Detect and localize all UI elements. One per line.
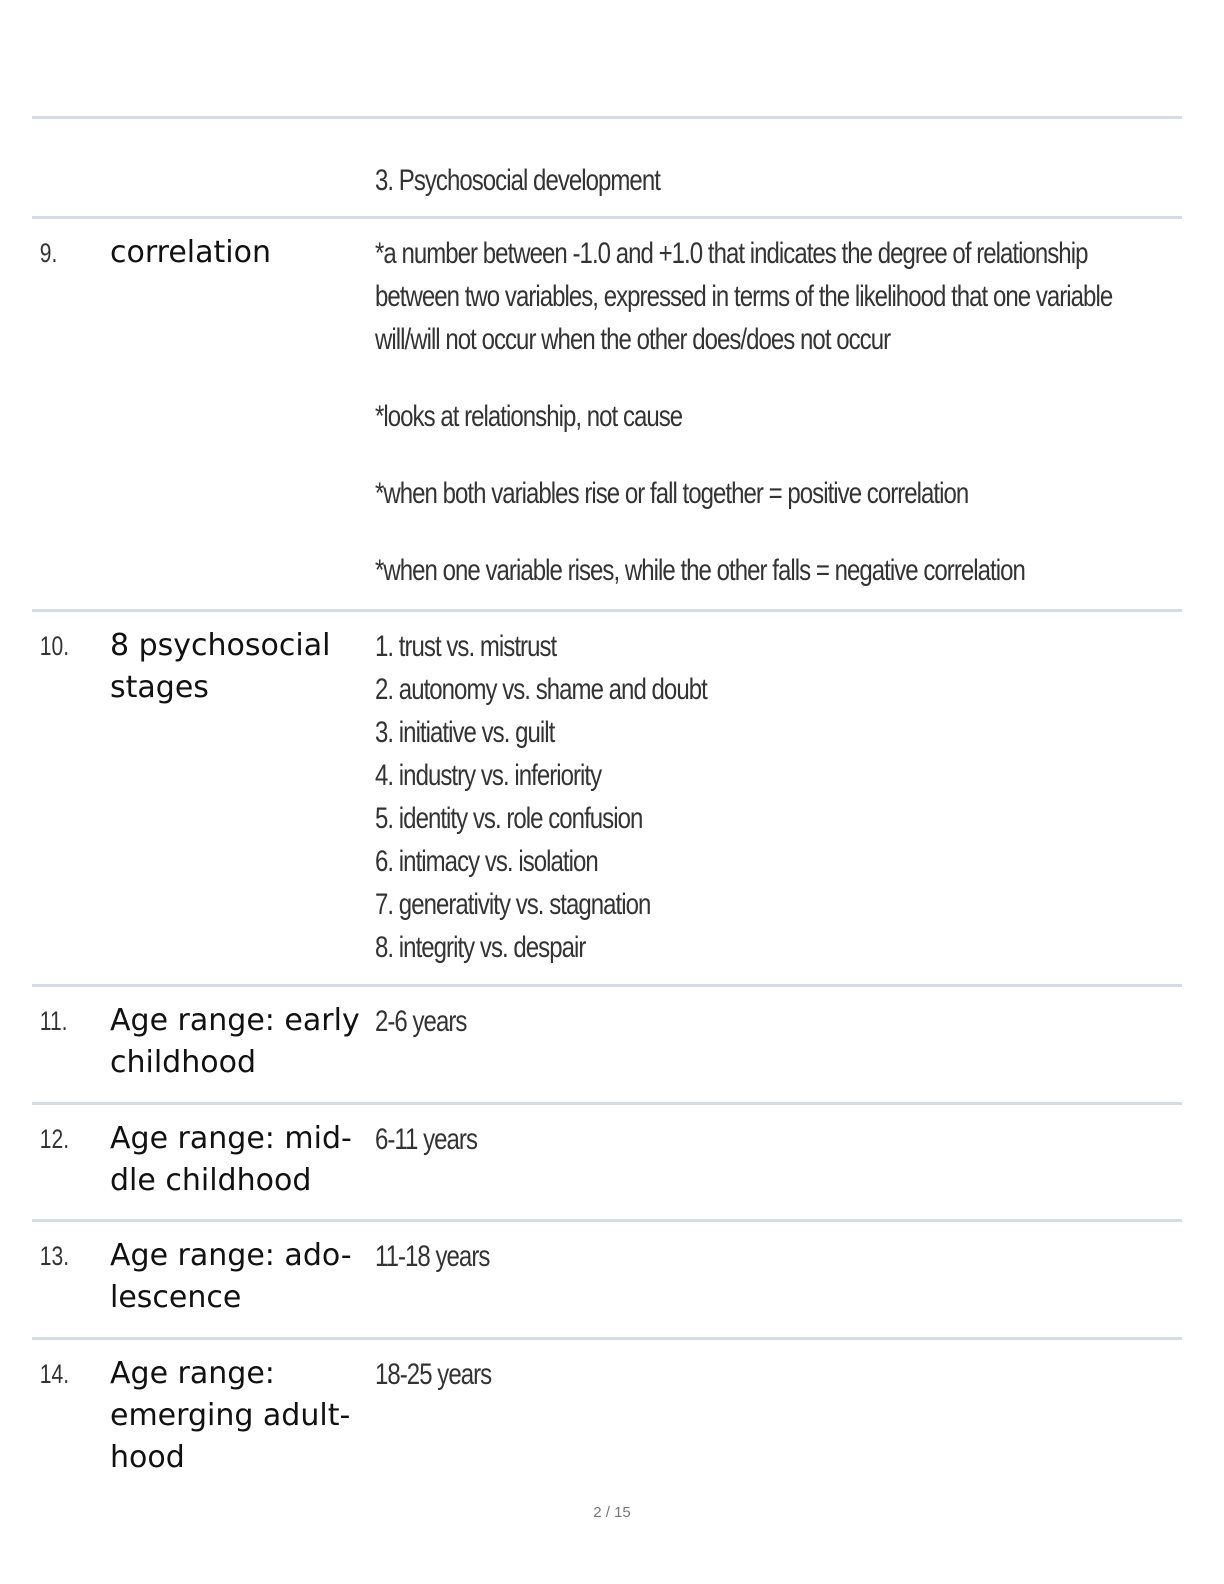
table-row bbox=[32, 119, 1182, 219]
table-row bbox=[32, 219, 1182, 612]
term-line: lescence bbox=[110, 1280, 242, 1315]
definition-line: *looks at relationship, not cause bbox=[375, 400, 683, 433]
table-row bbox=[32, 1222, 1182, 1340]
row-definition bbox=[375, 1000, 1182, 1102]
row-term bbox=[110, 1353, 375, 1490]
definition-line: *when one variable rises, while the other falls = negative correlation bbox=[375, 554, 1025, 587]
definition-line: *when both variables rise or fall together = positive correlation bbox=[375, 477, 969, 510]
definition-line: 1. trust vs. mistrust bbox=[375, 630, 557, 663]
definition-line: 11-18 years bbox=[375, 1240, 490, 1273]
definition-line: 2-6 years bbox=[375, 1005, 467, 1038]
row-number: 13. bbox=[39, 1241, 70, 1271]
row-number bbox=[32, 159, 93, 216]
row-definition bbox=[375, 159, 1182, 216]
row-definition bbox=[375, 1235, 1182, 1337]
row-number: 11. bbox=[39, 1006, 68, 1036]
page-number: 2 / 15 bbox=[593, 1504, 631, 1521]
table-row bbox=[32, 612, 1182, 987]
row-term bbox=[110, 1118, 375, 1219]
definition-line: 3. initiative vs. guilt bbox=[375, 716, 555, 749]
definition-line: *a number between -1.0 and +1.0 that indicates the degree of relationship bbox=[375, 237, 1088, 270]
row-number: 12. bbox=[39, 1124, 70, 1154]
row-term bbox=[110, 1235, 375, 1337]
flashcard-table bbox=[32, 116, 1182, 1490]
term-line: childhood bbox=[110, 1045, 256, 1080]
definition-line: 2. autonomy vs. shame and doubt bbox=[375, 673, 707, 706]
term-line: Age range: early bbox=[110, 1003, 360, 1038]
term-line: Age range: bbox=[110, 1356, 275, 1391]
definition-line: 6-11 years bbox=[375, 1123, 478, 1156]
row-definition bbox=[375, 625, 1182, 984]
definition-line: will/will not occur when the other does/does not occur bbox=[375, 323, 891, 356]
table-row bbox=[32, 987, 1182, 1105]
row-definition bbox=[375, 1118, 1182, 1219]
definition-line: 7. generativity vs. stagnation bbox=[375, 888, 651, 921]
definition-line: 6. intimacy vs. isolation bbox=[375, 845, 598, 878]
definition-line: 18-25 years bbox=[375, 1358, 492, 1391]
term-line: dle childhood bbox=[110, 1163, 312, 1198]
definition-line: 5. identity vs. role confusion bbox=[375, 802, 643, 835]
row-term: 8 psychosocial stages bbox=[110, 628, 331, 705]
term-line: emerging adult- bbox=[110, 1398, 351, 1433]
row-number: 10. bbox=[39, 631, 70, 661]
row-number: 9. bbox=[39, 238, 58, 268]
definition-line: between two variables, expressed in terms of the likelihood that one variable bbox=[375, 280, 1113, 313]
row-term bbox=[110, 159, 375, 216]
row-definition bbox=[375, 232, 1224, 609]
row-term: correlation bbox=[110, 235, 271, 270]
table-row bbox=[32, 1105, 1182, 1222]
table-row bbox=[32, 1340, 1182, 1490]
term-line: hood bbox=[110, 1440, 185, 1475]
term-line: Age range: mid- bbox=[110, 1121, 352, 1156]
definition-line: 4. industry vs. inferiority bbox=[375, 759, 602, 792]
definition-line: 8. integrity vs. despair bbox=[375, 931, 586, 964]
row-number: 14. bbox=[39, 1359, 70, 1389]
row-definition bbox=[375, 1353, 1182, 1490]
term-line: Age range: ado- bbox=[110, 1238, 352, 1273]
row-term bbox=[110, 1000, 375, 1102]
definition-line: 3. Psychosocial development bbox=[375, 164, 660, 197]
